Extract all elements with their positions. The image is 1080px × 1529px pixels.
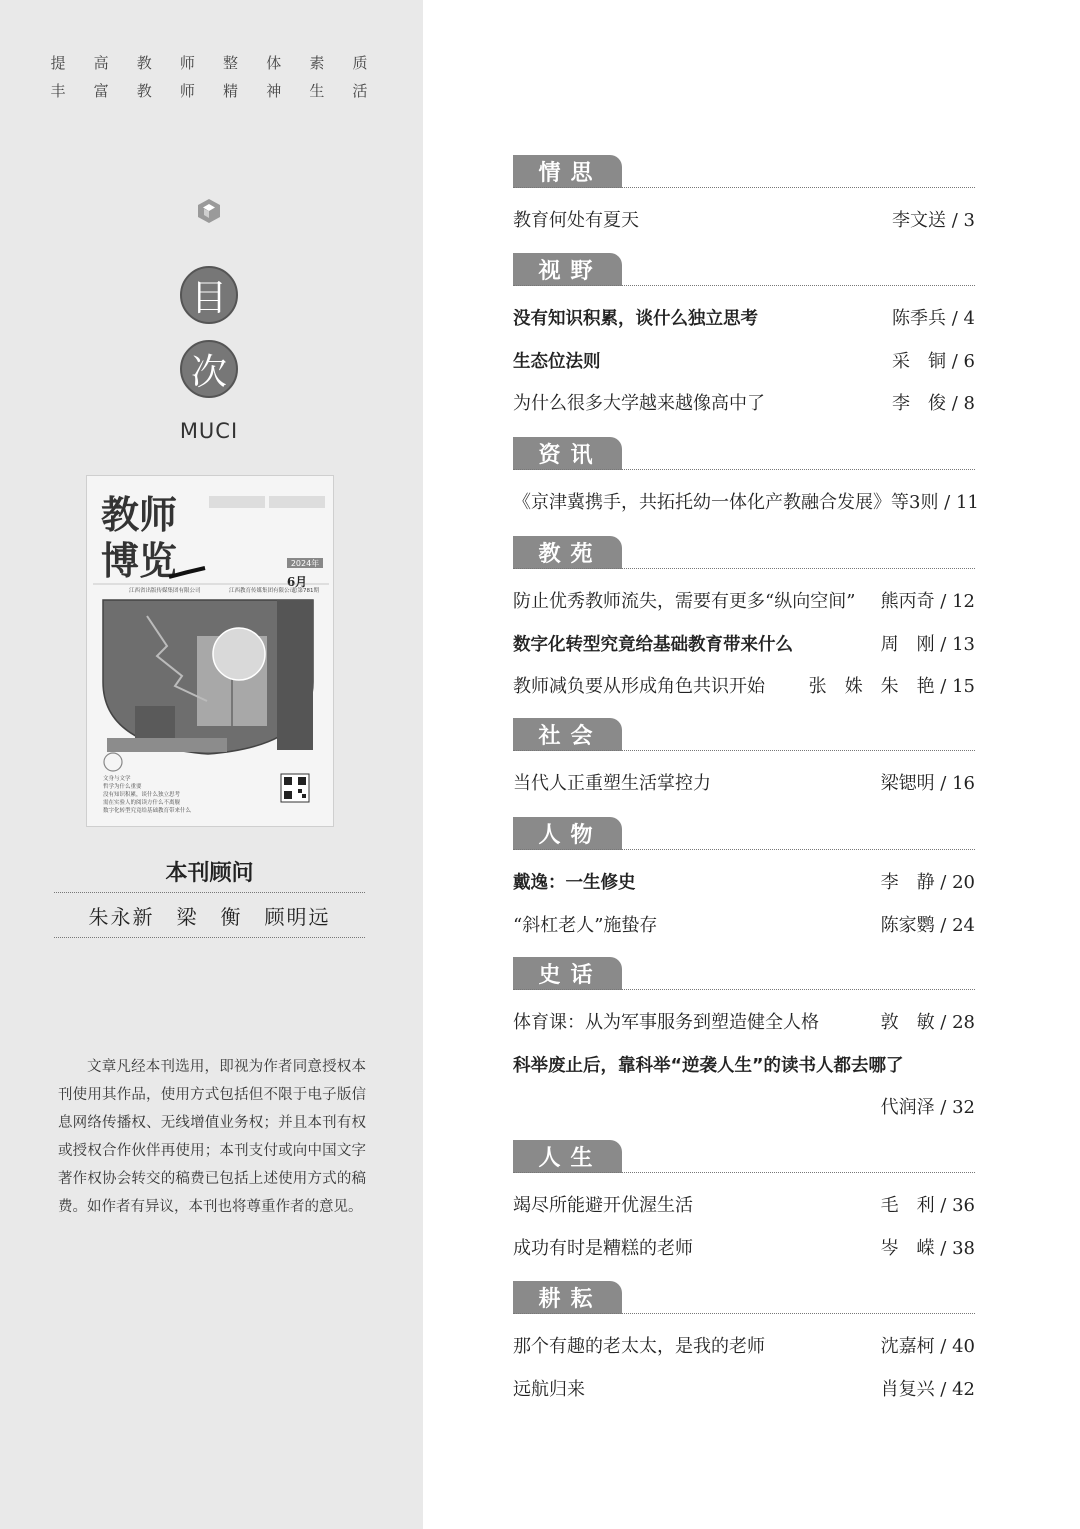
section-tab: 情思	[513, 155, 622, 188]
slogan-char: 提	[50, 54, 66, 72]
slogan-char: 整	[223, 54, 239, 72]
toc-entry-author-page: 李文送 / 3	[892, 210, 975, 231]
cover-contents-item: 数字化转型究竟给基础教育带来什么	[103, 808, 192, 814]
toc-entry-author-page: 沈嘉柯 / 40	[880, 1336, 975, 1357]
toc-entry-title: 戴逸：一生修史	[513, 873, 636, 893]
toc-entry[interactable]	[513, 1334, 975, 1360]
slogan-char: 富	[93, 82, 109, 100]
toc-entry-title: 防止优秀教师流失，需要有更多“纵向空间”	[513, 591, 856, 612]
toc-entry-title: 为什么很多大学越来越像高中了	[513, 393, 765, 414]
toc-entry[interactable]	[513, 1053, 975, 1079]
toc-entry-author-page: 陈季兵 / 4	[892, 308, 975, 329]
slogan-char: 精	[223, 82, 239, 100]
toc-entry-author-page: 陈家鹦 / 24	[880, 914, 975, 936]
title-char-ci: 次	[180, 340, 238, 398]
section-tab: 耕耘	[513, 1281, 622, 1314]
section-tab: 教苑	[513, 536, 622, 569]
slogan-char: 生	[309, 82, 325, 100]
section-tab: 资讯	[513, 437, 622, 470]
toc-entry[interactable]	[513, 306, 975, 332]
toc-entry[interactable]	[513, 1193, 975, 1219]
section-tab: 视野	[513, 253, 622, 286]
cover-issue: 总第781期	[292, 588, 319, 594]
section-header	[513, 1281, 975, 1315]
toc-entry-author-page: 代润泽 / 32	[880, 1097, 975, 1118]
slogan-char: 教	[136, 54, 152, 72]
toc-entry[interactable]	[513, 391, 975, 417]
advisor-names: 朱永新 梁 衡 顾明远	[88, 905, 331, 929]
toc-entry[interactable]	[513, 771, 975, 797]
slogan-char: 质	[352, 54, 368, 72]
cover-contents-item: 没有知识积累，谈什么独立思考	[103, 792, 181, 798]
toc-entry-title: 科举废止后，靠科举“逆袭人生”的读书人都去哪了	[513, 1055, 904, 1076]
cover-contents-item: 哲学为什么重要	[103, 784, 142, 790]
cover-year: 2024年	[290, 559, 320, 568]
cover-contents-item: 需在实验人的阅读方什么不离舰	[103, 800, 181, 806]
toc-entry-author-page: 肖复兴 / 42	[880, 1378, 975, 1400]
toc-entry[interactable]	[513, 674, 975, 700]
section-header	[513, 957, 975, 991]
section-tab: 社会	[513, 718, 622, 751]
toc-entry-title: 体育课：从为军事服务到塑造健全人格	[513, 1012, 819, 1033]
slogan-char: 体	[266, 54, 282, 72]
slogan-char: 活	[352, 82, 368, 100]
toc-entry[interactable]	[513, 913, 975, 939]
toc-entry[interactable]	[513, 490, 979, 516]
section-rule	[513, 469, 975, 470]
section-tab: 人生	[513, 1140, 622, 1173]
toc-entry-author-page: 岑 嵘 / 38	[880, 1237, 975, 1259]
section-rule	[513, 989, 975, 990]
toc-entry-title: 远航归来	[513, 1378, 585, 1400]
section-header	[513, 253, 975, 287]
toc-entry[interactable]	[513, 1377, 975, 1403]
toc-entry-title: 那个有趣的老太太，是我的老师	[513, 1336, 765, 1357]
toc-entry-author-page: 采 铜 / 6	[892, 350, 975, 372]
toc-entry[interactable]	[513, 589, 975, 615]
toc-entry-author-page: 张 姝 朱 艳 / 15	[808, 676, 975, 697]
toc-entry[interactable]	[513, 632, 975, 658]
toc-entry-title: 数字化转型究竟给基础教育带来什么	[513, 634, 793, 655]
section-rule	[513, 1172, 975, 1173]
cover-title-line1: 教师	[101, 493, 178, 537]
toc-entry-title: 教师减负要从形成角色共识开始	[513, 676, 765, 697]
section-rule	[513, 285, 975, 286]
toc-entry-author-page: 毛 利 / 36	[880, 1195, 975, 1216]
toc-entry-title: 教育何处有夏天	[513, 210, 639, 231]
section-header	[513, 718, 975, 752]
toc-entry[interactable]	[513, 208, 975, 234]
toc-entry-author-page: 熊丙奇 / 12	[880, 591, 975, 612]
section-header	[513, 536, 975, 570]
toc-entry[interactable]	[513, 349, 975, 375]
slogan-char: 神	[266, 82, 282, 100]
section-header	[513, 1140, 975, 1174]
title-pinyin: MUCI	[179, 419, 239, 443]
title-char-mu: 目	[180, 266, 238, 324]
section-header	[513, 437, 975, 471]
slogan-char: 师	[179, 54, 195, 72]
toc-entry-title: 生态位法则	[513, 351, 601, 372]
cover-publisher-1: 江西省出版传媒集团有限公司	[129, 588, 201, 594]
section-rule	[513, 187, 975, 188]
section-tab: 人物	[513, 817, 622, 850]
cover-title-line2: 博览	[101, 539, 178, 583]
slogan-char: 师	[179, 82, 195, 100]
slogan-char: 素	[309, 54, 325, 72]
toc-entry-author-page: 周 刚 / 13	[880, 633, 975, 655]
cover-contents-item: 文身与文学	[103, 776, 131, 782]
toc-entry-title: “斜杠老人”施蛰存	[513, 914, 658, 936]
toc-entry[interactable]	[513, 1095, 975, 1121]
cover-month: 6月	[286, 575, 308, 589]
toc-entry-author-page: 李 俊 / 8	[892, 393, 975, 414]
toc-entry-title: 《京津冀携手，共拓托幼一体化产教融合发展》等3则 / 11	[513, 492, 979, 513]
advisor-heading: 本刊顾问	[165, 861, 254, 886]
slogan-char: 丰	[50, 82, 66, 100]
toc-entry-title: 当代人正重塑生活掌控力	[513, 773, 711, 794]
slogan-char: 高	[93, 54, 109, 72]
toc-entry[interactable]	[513, 870, 975, 896]
toc-entry-title: 没有知识积累，谈什么独立思考	[513, 309, 758, 329]
toc-entry-author-page: 敦 敏 / 28	[880, 1012, 975, 1033]
section-rule	[513, 568, 975, 569]
section-rule	[513, 1313, 975, 1314]
toc-entry[interactable]	[513, 1010, 975, 1036]
section-header	[513, 155, 975, 189]
section-tab: 史话	[513, 957, 622, 990]
section-rule	[513, 849, 975, 850]
toc-entry-author-page: 李 静 / 20	[880, 872, 975, 893]
toc-entry-author-page: 梁锶明 / 16	[880, 773, 975, 794]
copyright-notice: 文章凡经本刊选用，即视为作者同意授权本刊使用其作品，使用方式包括但不限于电子版信息网络传播权、无线增值业务权；并且本刊有权或授权合作伙伴再使用；本刊支付或向中国文字著作权协会转交的稿费已包括上述使用方式的稿费。如作者有异议，本刊也将尊重作者的意见。	[58, 1059, 366, 1215]
slogan-char: 教	[136, 82, 152, 100]
section-header	[513, 817, 975, 851]
toc-entry[interactable]	[513, 1236, 975, 1262]
toc-entry-title: 成功有时是糟糕的老师	[513, 1237, 693, 1259]
section-rule	[513, 750, 975, 751]
cover-publisher-2: 江西教育传媒集团有限公司	[229, 588, 296, 594]
toc-entry-title: 竭尽所能避开优渥生活	[513, 1195, 693, 1216]
